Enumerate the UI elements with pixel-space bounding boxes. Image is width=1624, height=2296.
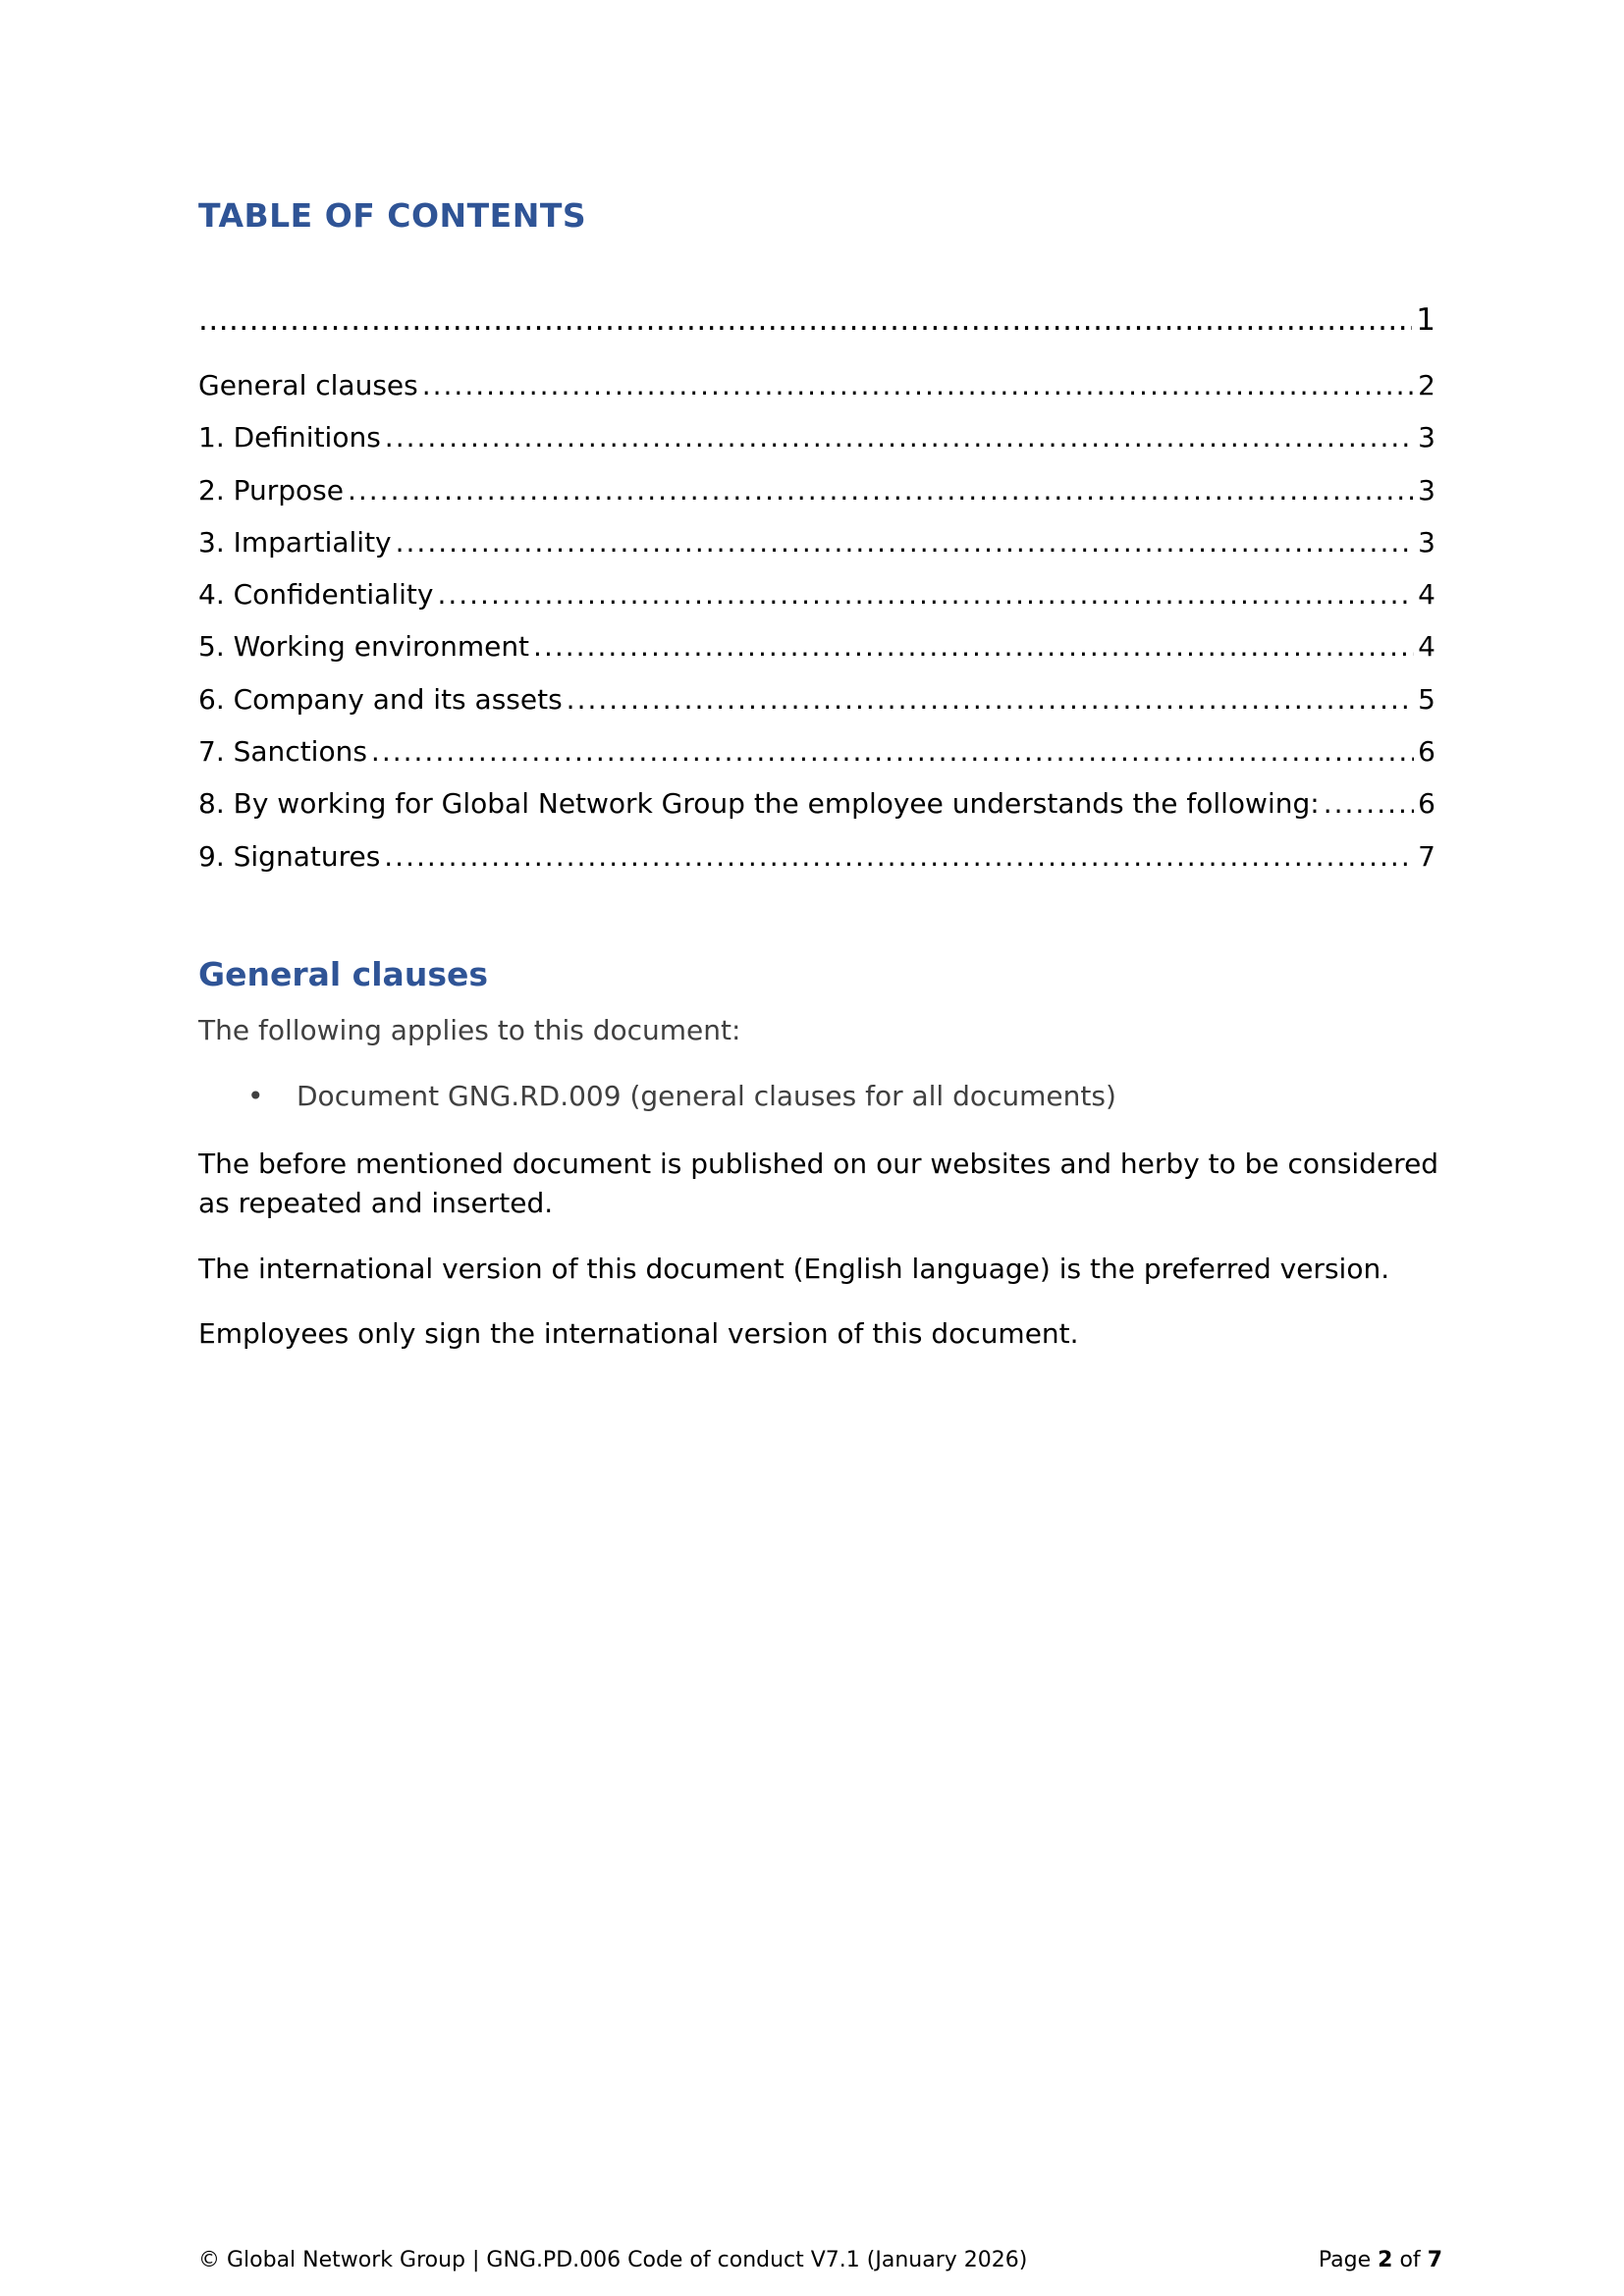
toc-entry-page: 3 (1418, 525, 1435, 559)
bullet-list (198, 1080, 1116, 1112)
table-of-contents (198, 294, 1435, 882)
toc-entry[interactable] (198, 359, 1435, 411)
toc-entry-page: 3 (1418, 473, 1435, 507)
toc-entry-page: 1 (1416, 302, 1435, 338)
toc-entry-page: 3 (1418, 421, 1435, 454)
toc-entry-page: 5 (1418, 682, 1435, 716)
toc-entry-label: 8. By working for Global Network Group the employee understands the following: (198, 787, 1320, 821)
toc-entry-label: General clauses (198, 369, 418, 401)
toc-leader-dots (533, 620, 1414, 672)
toc-entry[interactable] (198, 777, 1435, 829)
toc-entry[interactable] (198, 725, 1435, 777)
list-item (198, 1080, 1116, 1112)
paragraph: The before mentioned document is published on our websites and herby to be considered as repeated and inserted. (198, 1148, 1439, 1219)
toc-leader-dots (371, 725, 1414, 777)
toc-entry-label: 3. Impartiality (198, 525, 392, 559)
toc-entry-page: 4 (1418, 630, 1435, 664)
toc-title: TABLE OF CONTENTS (198, 196, 587, 235)
toc-leader-dots (348, 464, 1414, 516)
toc-leader-dots (198, 294, 1412, 347)
toc-entry[interactable] (198, 568, 1435, 620)
toc-entry-label: 5. Working environment (198, 630, 530, 664)
toc-entry-page: 7 (1418, 839, 1435, 873)
toc-leader-dots (437, 568, 1414, 620)
toc-entry-label: 2. Purpose (198, 473, 344, 507)
list-item-text: Document GNG.RD.009 (general clauses for all documents) (297, 1080, 1116, 1112)
toc-entry-label: 7. Sanctions (198, 735, 367, 769)
toc-leader-dots (1324, 777, 1414, 829)
toc-entry-page: 6 (1418, 787, 1435, 821)
toc-entry[interactable] (198, 620, 1435, 672)
toc-entry-page: 6 (1418, 735, 1435, 769)
intro-text: The following applies to this document: (198, 1014, 741, 1046)
footer-document-info: © Global Network Group | GNG.PD.006 Code of conduct V7.1 (January 2026) (198, 2248, 1028, 2272)
toc-entry-label: 4. Confidentiality (198, 578, 434, 612)
toc-entry[interactable] (198, 464, 1435, 516)
total-pages: 7 (1427, 2248, 1442, 2272)
toc-entry-label: 6. Company and its assets (198, 682, 563, 716)
page-label: Page (1318, 2248, 1372, 2272)
page-of-label: of (1399, 2248, 1421, 2272)
bullet-icon: • (247, 1080, 264, 1112)
toc-leader-dots (384, 830, 1414, 882)
toc-leader-dots (385, 411, 1414, 463)
paragraph: Employees only sign the international version of this document. (198, 1317, 1079, 1350)
toc-leader-dots (422, 359, 1414, 411)
footer-page-number (1319, 2248, 1442, 2272)
toc-entry-page: 2 (1418, 369, 1435, 401)
toc-leader-dots (567, 673, 1415, 725)
toc-entry[interactable] (198, 516, 1435, 568)
toc-entry[interactable] (198, 294, 1435, 359)
toc-entry[interactable] (198, 830, 1435, 882)
toc-entry-label: 1. Definitions (198, 421, 381, 454)
toc-entry-page: 4 (1418, 578, 1435, 612)
toc-entry[interactable] (198, 673, 1435, 725)
current-page: 2 (1378, 2248, 1393, 2272)
section-heading-general-clauses: General clauses (198, 955, 488, 993)
toc-leader-dots (396, 516, 1415, 568)
toc-entry[interactable] (198, 411, 1435, 463)
paragraph: The international version of this document (English language) is the preferred version. (198, 1253, 1390, 1285)
toc-entry-label: 9. Signatures (198, 839, 381, 873)
